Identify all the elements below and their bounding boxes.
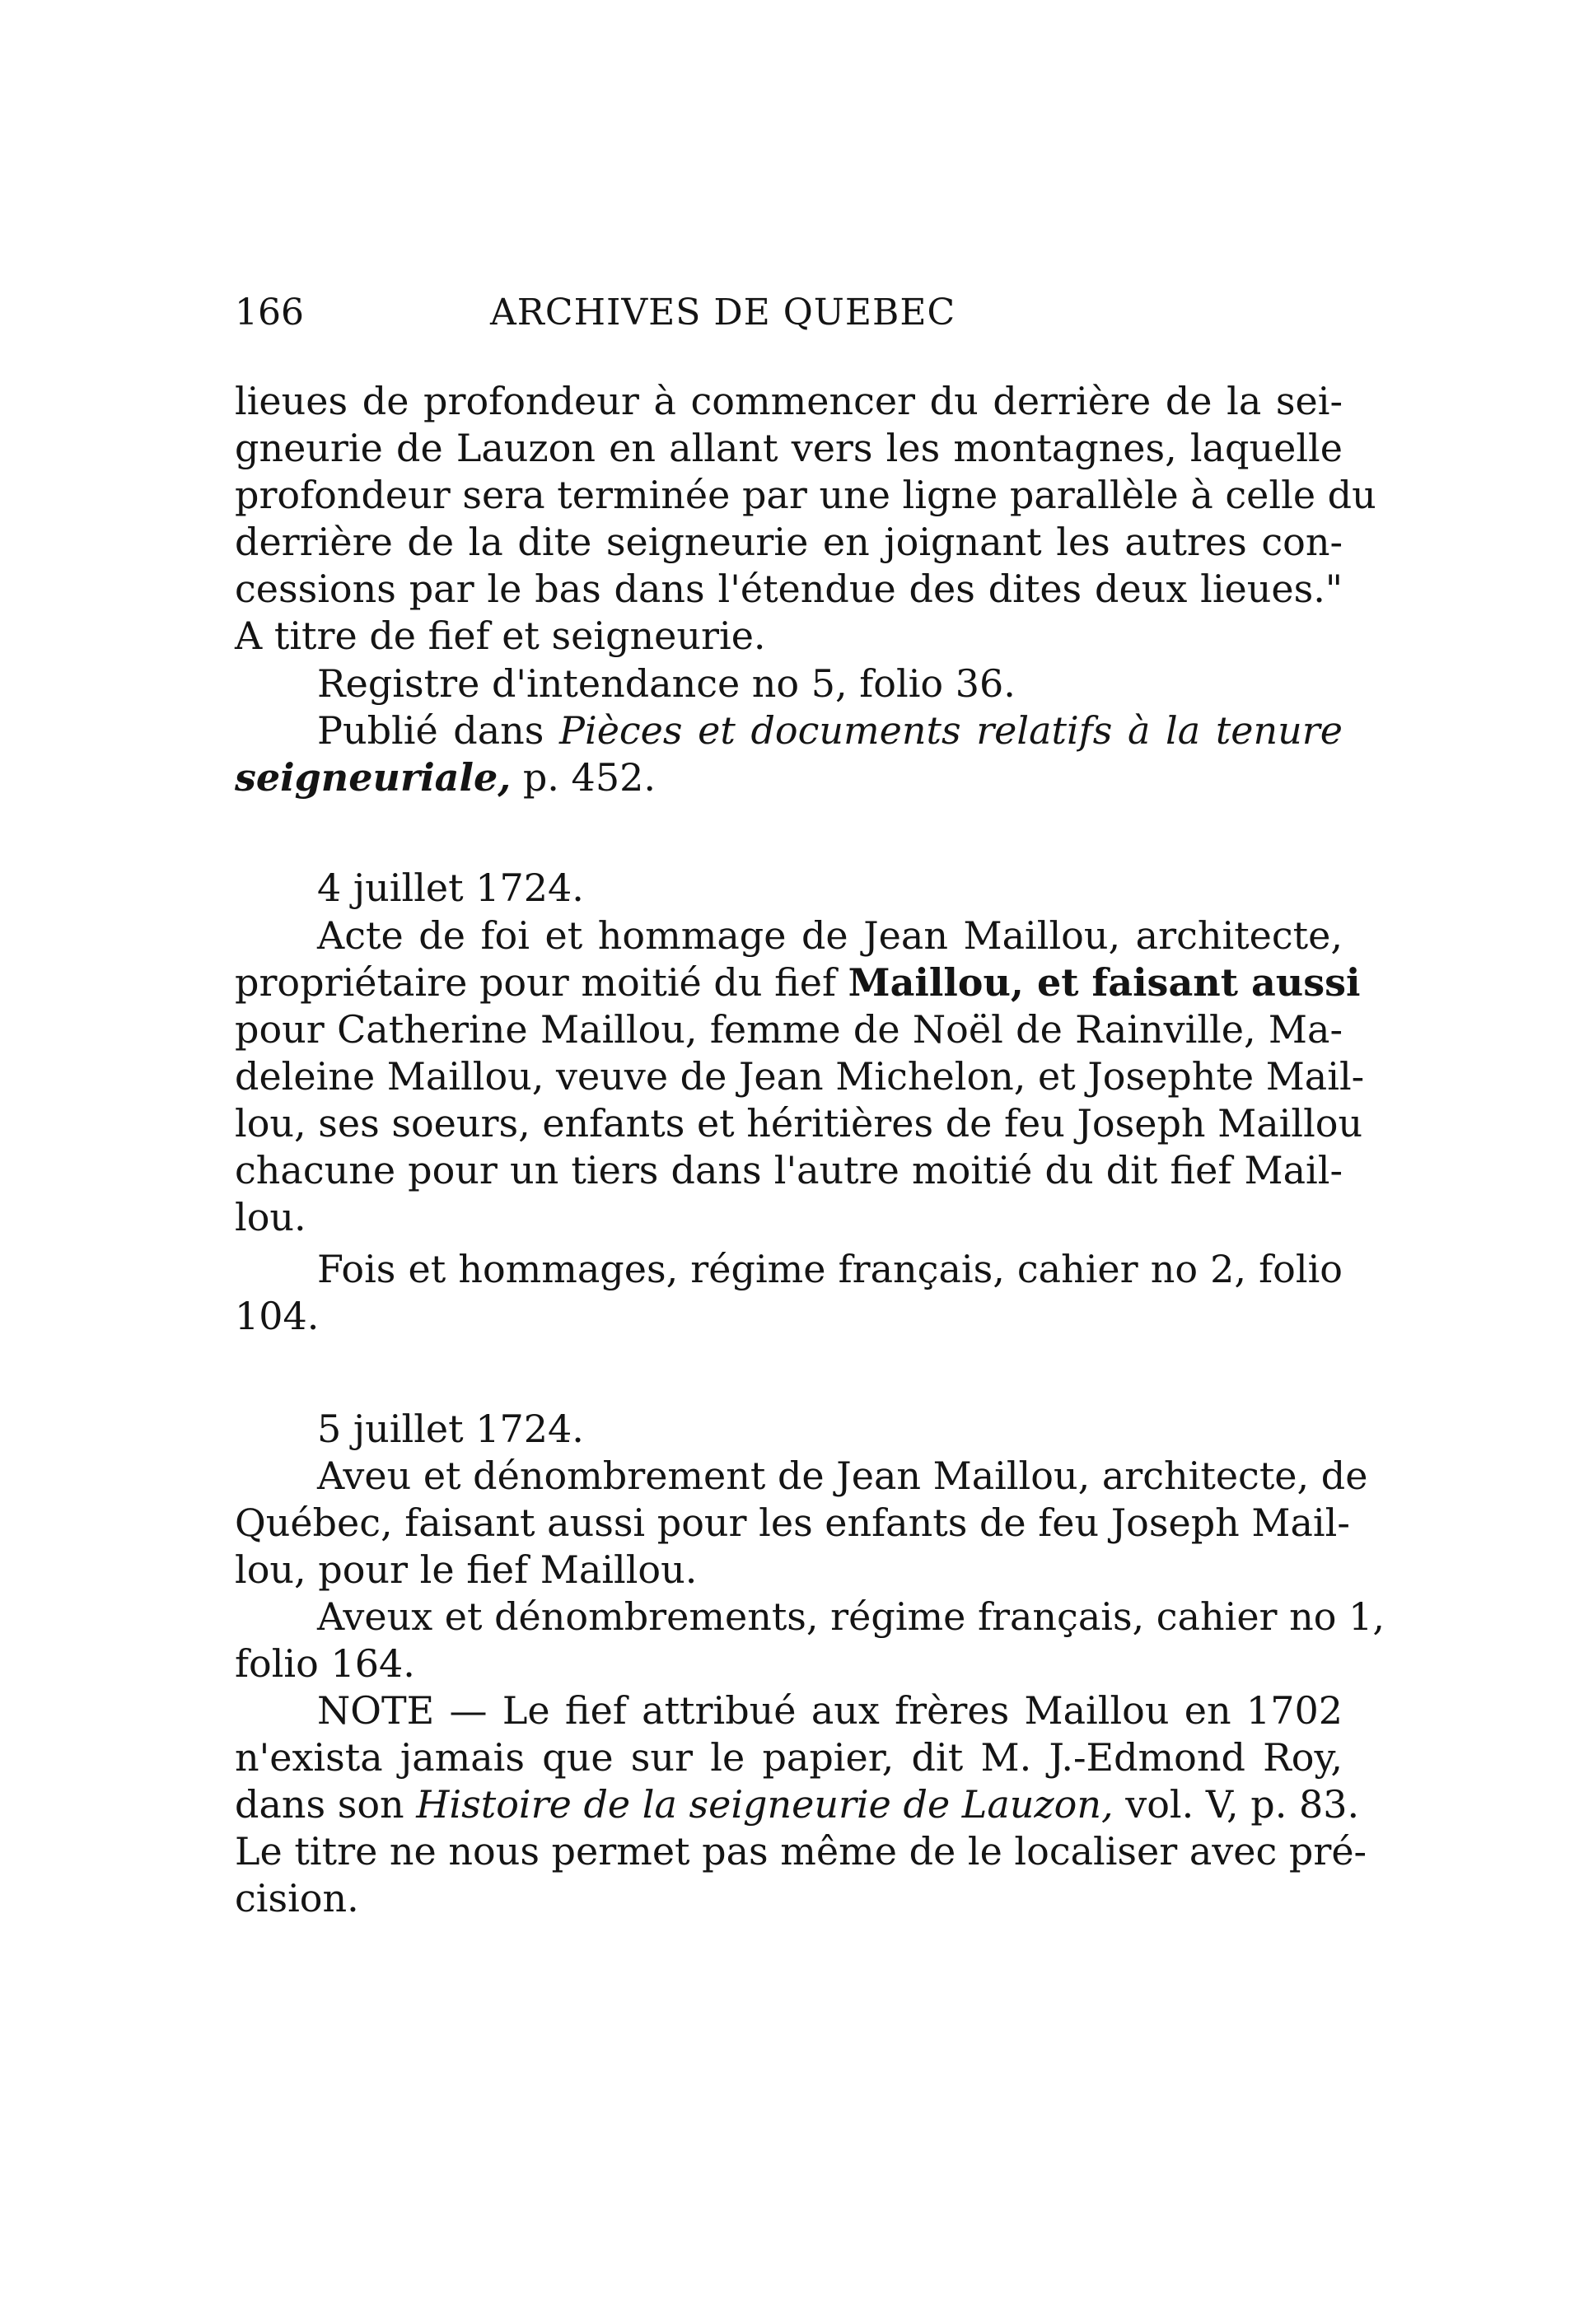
- text-line: Aveu et dénombrement de Jean Maillou, architecte, de: [317, 1454, 1368, 1498]
- text-line: Registre d'intendance no 5, folio 36.: [317, 661, 1016, 706]
- text-line: [235, 753, 1343, 802]
- italic-title: Histoire de la seigneurie de Lauzon,: [416, 1782, 1114, 1827]
- text-span: propriétaire pour moitié du fief: [235, 960, 848, 1005]
- text-line: lou, ses soeurs, enfants et héritières de feu Joseph Maillou: [235, 1101, 1363, 1146]
- text-span: dans son: [235, 1782, 417, 1827]
- text-line: profondeur sera terminée par une ligne parallèle à celle du: [235, 473, 1376, 517]
- text-span: Publié dans: [317, 708, 560, 753]
- text-line: lou, pour le fief Maillou.: [235, 1547, 698, 1592]
- text-line: n'exista jamais que sur le papier, dit M. J.-Edmond Roy,: [235, 1735, 1343, 1780]
- text-line: [317, 706, 1343, 755]
- italic-title: Pièces et documents relatifs à la tenure: [559, 708, 1343, 753]
- text-line: Québec, faisant aussi pour les enfants de feu Joseph Mail-: [235, 1500, 1350, 1545]
- text-line: gneurie de Lauzon en allant vers les montagnes, laquelle: [235, 426, 1343, 470]
- note-line: NOTE — Le fief attribué aux frères Maillou en 1702: [317, 1688, 1343, 1733]
- text-line: [235, 958, 1361, 1007]
- entry-date: 4 juillet 1724.: [317, 866, 584, 910]
- text-line: [235, 1780, 1360, 1829]
- text-line: derrière de la dite seigneurie en joignant les autres con-: [235, 520, 1343, 564]
- bold-text: Maillou, et faisant aussi: [848, 960, 1361, 1005]
- text-line: Aveux et dénombrements, régime français, cahier no 1,: [317, 1594, 1385, 1639]
- text-line: 104.: [235, 1294, 320, 1338]
- text-line: lou.: [235, 1195, 306, 1239]
- page-header: [235, 284, 1343, 342]
- page-number: 166: [235, 292, 304, 334]
- text-line: deleine Maillou, veuve de Jean Michelon, et Josephte Mail-: [235, 1054, 1365, 1099]
- running-title: ARCHIVES DE QUEBEC: [490, 292, 956, 334]
- text-line: Acte de foi et hommage de Jean Maillou, architecte,: [317, 913, 1343, 958]
- italic-title: seigneuriale,: [235, 755, 512, 800]
- text-line: lieues de profondeur à commencer du derrière de la sei-: [235, 379, 1343, 423]
- text-line: cision.: [235, 1876, 359, 1920]
- text-line: folio 164.: [235, 1641, 415, 1686]
- text-span: vol. V, p. 83.: [1113, 1782, 1360, 1827]
- text-line: cessions par le bas dans l'étendue des dites deux lieues.": [235, 567, 1343, 611]
- text-line: Le titre ne nous permet pas même de le localiser avec pré-: [235, 1829, 1367, 1874]
- text-line: pour Catherine Maillou, femme de Noël de Rainville, Ma-: [235, 1007, 1343, 1052]
- text-line: Fois et hommages, régime français, cahier no 2, folio: [317, 1247, 1343, 1291]
- text-line: A titre de fief et seigneurie.: [235, 614, 766, 658]
- text-line: chacune pour un tiers dans l'autre moitié du dit fief Mail-: [235, 1148, 1343, 1192]
- entry-date: 5 juillet 1724.: [317, 1407, 584, 1451]
- text-span: p. 452.: [511, 755, 656, 800]
